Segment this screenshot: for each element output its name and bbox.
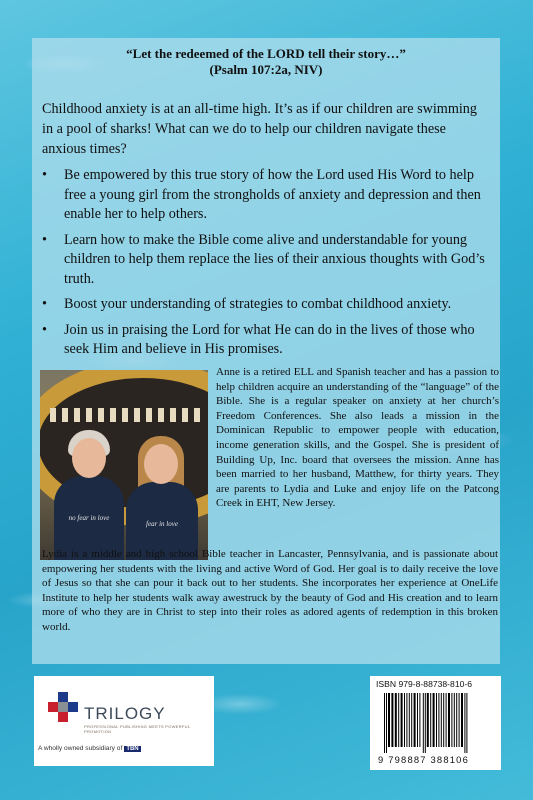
subsidiary-text: A wholly owned subsidiary of <box>38 745 123 752</box>
shirt-text: no fear in love <box>68 514 110 522</box>
scripture-quote <box>32 46 500 78</box>
author-bio-anne: Anne is a retired ELL and Spanish teacher and has a passion to help children acquire an understanding of the “language” of the Bible. She is a regular speaker on anxiety at her church’s Freedom Conferences. She also leads a mission in the Dominican Republic to empower people with education, income generation skills, and the Gospel. She is president of Building Up, Inc. board that oversees the mission. Anne has been married to her husband, Matthew, for thirty years. They are parents to Lydia and Luke and enjoy life on the Patcong Creek in EHT, New Jersey. <box>216 366 499 510</box>
shirt-text: fear in love <box>146 520 178 528</box>
bullet-text: Join us in praising the Lord for what He can do in the lives of those who seek Him and believe in His promises. <box>64 321 475 357</box>
bullet-text: Boost your understanding of strategies to combat childhood anxiety. <box>64 296 452 312</box>
bullet-icon: • <box>42 231 47 248</box>
bullet-icon: • <box>42 321 47 338</box>
publisher-subsidiary-line <box>38 745 141 752</box>
isbn-text: ISBN 979-8-88738-810-6 <box>376 679 473 689</box>
publisher-logo <box>34 676 214 766</box>
barcode-bars <box>384 693 494 753</box>
shark-teeth-image <box>50 408 200 422</box>
list-item <box>42 321 492 360</box>
bullet-icon: • <box>42 296 47 312</box>
intro-paragraph: Childhood anxiety is at an all-time high. It’s as if our children are swimming in a pool of sharks! What can we do to help our children navigate these anxious times? <box>42 101 477 157</box>
barcode-digits: 9 798887 388106 <box>378 754 469 765</box>
list-item <box>42 295 492 315</box>
bullet-icon: • <box>42 167 47 183</box>
tbn-logo: TBN <box>126 746 139 752</box>
author-bio-lydia: Lydia is a middle and high school Bible teacher in Lancaster, Pennsylvania, and is passionate about empowering her students with the living and active Word of God. Her goal is to daily receive the love of Jesus so that she can pour it back out to her students. She incorporates her experience at OneLife Institute to help her students walk away awestruck by the beauty of God and His creation and to learn more of who they are in Christ to step into their roles as adored agents of redemption in this broken world. <box>42 548 498 633</box>
author-photo <box>40 370 208 560</box>
bullet-list <box>42 166 492 366</box>
bullet-text: Be empowered by this true story of how the Lord used His Word to help free a young girl from the strongholds of anxiety and depression and then enable her to help others. <box>64 167 481 222</box>
list-item <box>42 166 492 225</box>
author-lydia-figure <box>126 440 198 560</box>
list-item <box>42 231 492 290</box>
isbn-barcode <box>370 676 501 770</box>
bullet-text: Learn how to make the Bible come alive and understandable for young children to help them replace the lies of their anxious thoughts with God’s truth. <box>64 231 485 287</box>
publisher-name: TRILOGY <box>84 704 166 723</box>
author-anne-figure <box>54 434 124 560</box>
quote-text: “Let the redeemed of the LORD tell their story…” <box>126 46 406 61</box>
quote-citation: (Psalm 107:2a, NIV) <box>209 62 323 77</box>
publisher-tagline: PROFESSIONAL PUBLISHING MEETS POWERFUL PROMOTION <box>84 724 191 734</box>
trilogy-logo-icon <box>48 692 78 722</box>
